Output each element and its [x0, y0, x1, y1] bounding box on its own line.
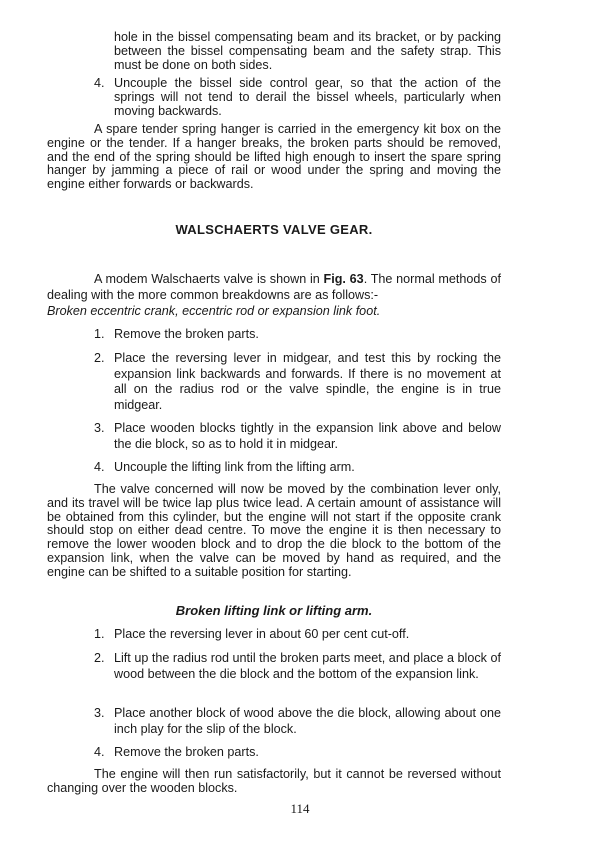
section-heading: WALSCHAERTS VALVE GEAR. [175, 222, 373, 237]
continued-item-text: hole in the bissel compensating beam and its bracket, or by packing between the bissel compensating beam and the safety strap. This must be done on both sides. [114, 30, 501, 72]
list-item-number: 3. [94, 706, 105, 720]
list-item-number: 4. [94, 745, 105, 759]
list-item [47, 745, 501, 761]
list-item-number: 1. [94, 327, 105, 341]
spring-hanger-paragraph: A spare tender spring hanger is carried in the emergency kit box on the engine or the tender. If a hanger breaks, the broken parts should be removed, and the end of the spring should be lifted high enough to insert the spare spring hanger by jamming a piece of rail or wood under the spring and moving the engine either forwards or backwards. [47, 122, 501, 192]
intro-text-before-ref: A modem Walschaerts valve is shown in [94, 272, 324, 286]
figure-reference: Fig. 63 [323, 272, 364, 286]
list-item-text: Place wooden blocks tightly in the expansion link above and below the die block, so as to hold it in midgear. [114, 421, 501, 451]
list-item [47, 706, 501, 737]
list-item-number: 1. [94, 627, 105, 641]
list-item-number: 2. [94, 651, 105, 665]
list-item-text: Remove the broken parts. [114, 745, 259, 759]
list-item-number: 3. [94, 421, 105, 435]
valve-paragraph: The valve concerned will now be moved by the combination lever only, and its travel will be twice lap plus twice lead. A certain amount of assistance will be obtained from this cylinder, but the engine will not start if the opposite crank should stop on either dead centre. To move the engine it is then necessary to remove the lower wooden block and to drop the die block to the bottom of the expansion link, when the valve can be moved by hand as required, and the engine can be shifted to a suitable position for starting. [47, 482, 501, 579]
page-number: 114 [290, 801, 310, 816]
case-heading-italic: Broken eccentric crank, eccentric rod or expansion link foot. [47, 304, 381, 318]
list-item [47, 327, 501, 343]
final-paragraph: The engine will then run satisfactorily, but it cannot be reversed without changing over the wooden blocks. [47, 767, 501, 795]
list-item [47, 651, 501, 682]
list-item [47, 351, 501, 413]
list-item-number: 4. [94, 460, 105, 474]
list-item-text: Uncouple the lifting link from the lifting arm. [114, 460, 355, 474]
list-item [47, 421, 501, 452]
list-item-number: 4. [94, 76, 105, 90]
list-item-text: Lift up the radius rod until the broken parts meet, and place a block of wood between the die block and the bottom of the expansion link. [114, 651, 501, 681]
subheading: Broken lifting link or lifting arm. [175, 603, 373, 618]
list-item [47, 627, 501, 643]
intro-paragraph [47, 272, 501, 303]
list-item-text: Remove the broken parts. [114, 327, 259, 341]
list-item-text: Place the reversing lever in midgear, and test this by rocking the expansion link backwards and forwards. If there is no movement at all on the radius rod or the valve spindle, the engine is in true midgear. [114, 351, 501, 412]
list-item [47, 77, 501, 118]
list-item-text: Place the reversing lever in about 60 per cent cut-off. [114, 627, 410, 641]
list-item [47, 460, 501, 476]
list-item-number: 2. [94, 351, 105, 365]
list-item-text: Uncouple the bissel side control gear, so that the action of the springs will not tend to derail the bissel wheels, particularly when moving backwards. [114, 76, 501, 118]
list-item-text: Place another block of wood above the die block, allowing about one inch play for the slip of the block. [114, 706, 501, 736]
intro-text-after-ref: . The normal methods of dealing with the more common breakdowns are as follows:- [47, 272, 501, 302]
